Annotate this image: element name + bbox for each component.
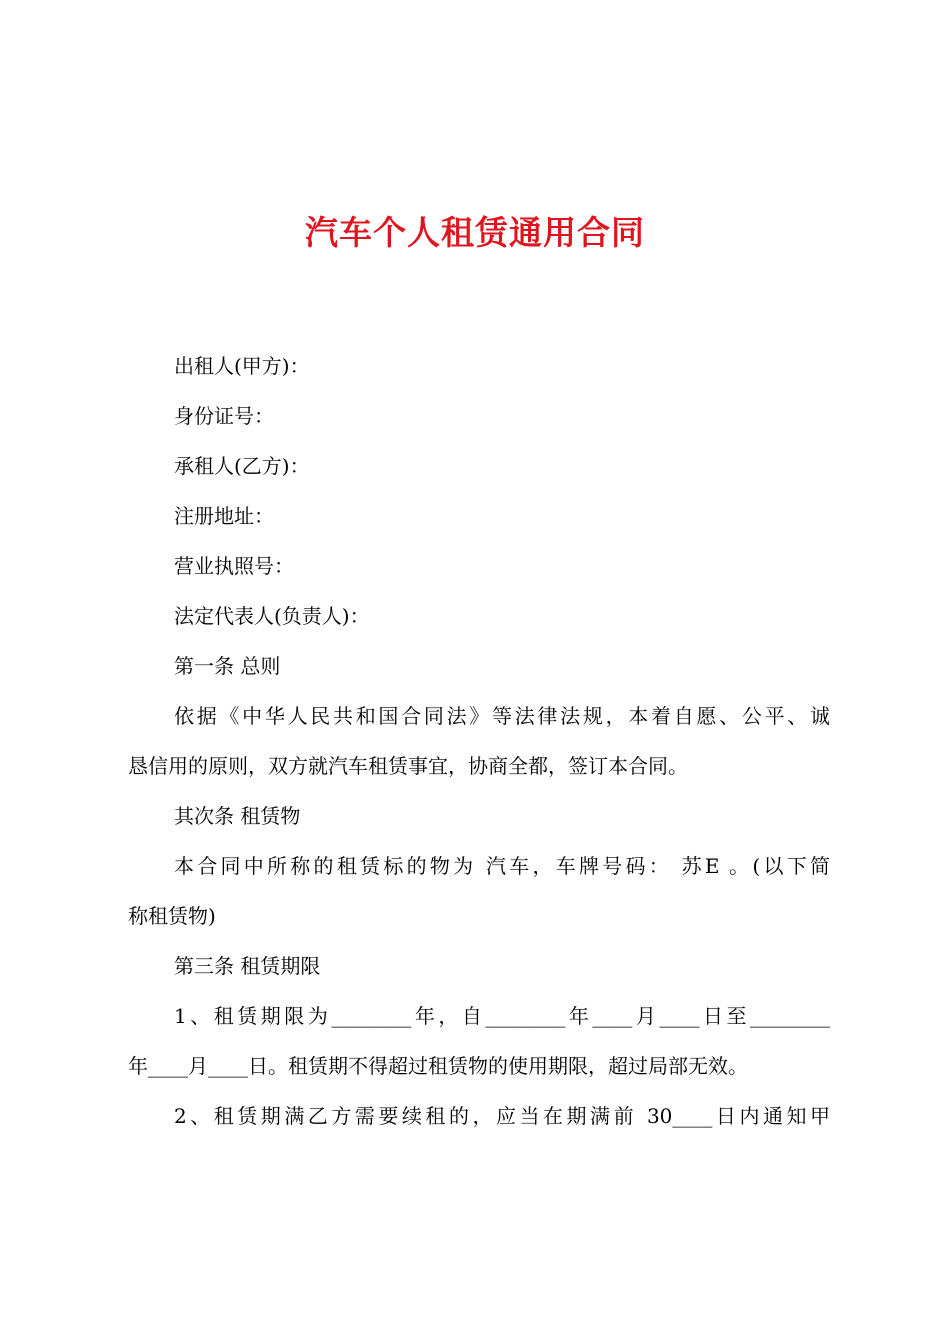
lessee-line: 承租人(乙方)： xyxy=(174,454,310,478)
legal-representative-line: 法定代表人(负责人)： xyxy=(174,604,370,628)
article-3-item-2-line-1: 2、租赁期满乙方需要续租的，应当在期满前 30____日内通知甲 xyxy=(174,1104,830,1128)
article-3-item-1-line-2: 年____月____日。租赁期不得超过租赁物的使用期限，超过局部无效。 xyxy=(128,1054,748,1078)
article-1-heading: 第一条 总则 xyxy=(174,654,281,678)
article-2-heading: 其次条 租赁物 xyxy=(174,804,301,828)
article-3-item-1-line-1: 1、租赁期限为________年，自________年____月____日至________ xyxy=(174,1004,830,1028)
article-1-text-line-1: 依据《中华人民共和国合同法》等法律法规，本着自愿、公平、诚 xyxy=(174,704,830,728)
document-body xyxy=(128,341,830,1141)
article-1-text-line-2: 恳信用的原则，双方就汽车租赁事宜，协商全都，签订本合同。 xyxy=(128,754,688,778)
document-title: 汽车个人租赁通用合同 xyxy=(305,213,645,252)
lessor-line: 出租人(甲方)： xyxy=(174,354,310,378)
article-3-heading: 第三条 租赁期限 xyxy=(174,954,321,978)
article-2-text-line-1: 本合同中所称的租赁标的物为 汽车，车牌号码： 苏E 。(以下简 xyxy=(174,854,830,878)
business-license-line: 营业执照号： xyxy=(174,554,294,578)
article-2-text-line-2: 称租赁物) xyxy=(128,904,216,928)
registered-address-line: 注册地址： xyxy=(174,504,274,528)
id-number-line: 身份证号： xyxy=(174,404,274,428)
